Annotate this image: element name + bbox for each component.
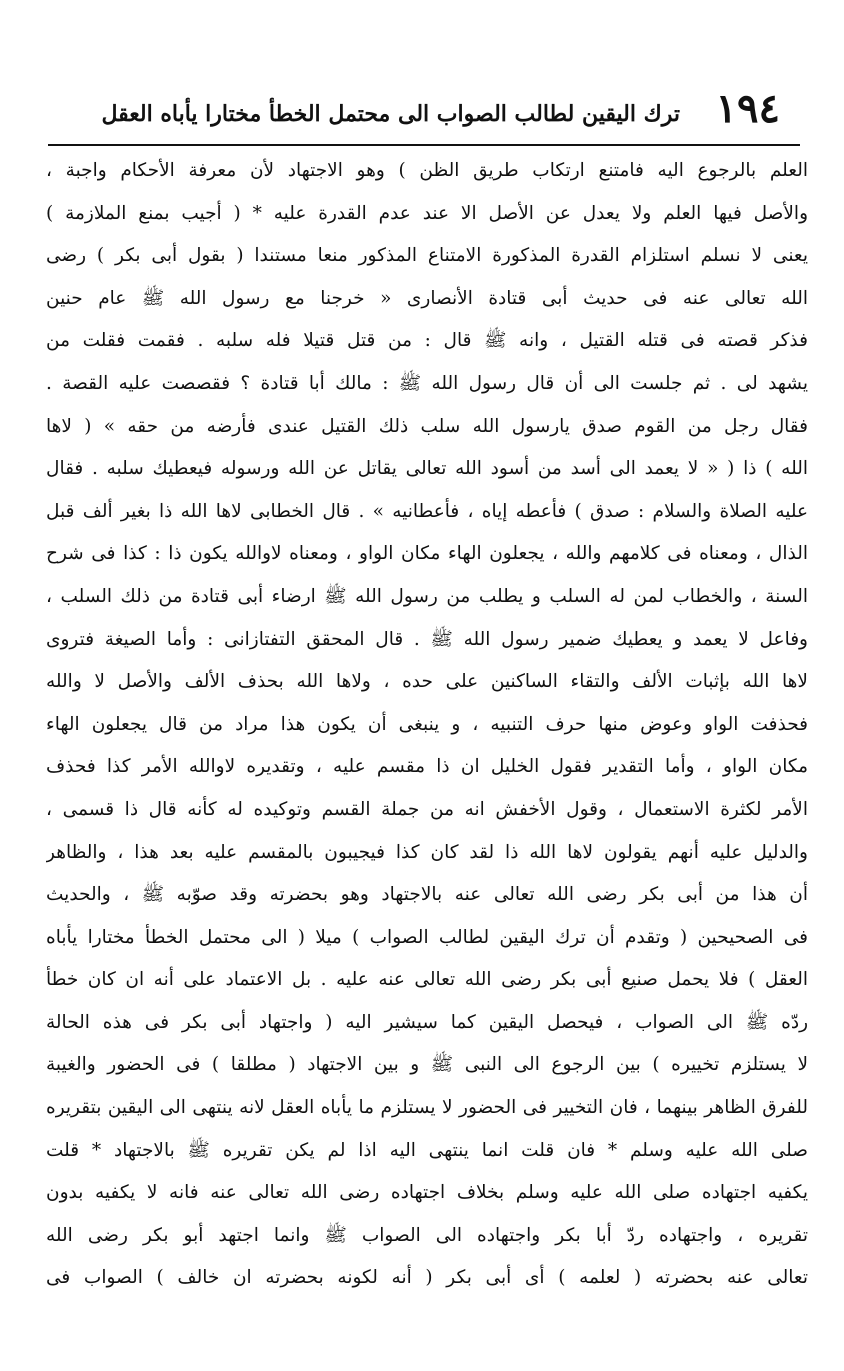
text-line: يكفيه اجتهاده صلى الله عليه وسلم بخلاف اجتهاده رضى الله تعالى عنه فانه لا يكفيه بدون [46,1182,808,1204]
body-text [46,150,808,1300]
text-line: فحذفت الواو وعوض منها حرف التنبيه ، و ينبغى أن يكون هذا مراد من قال يجعلون الهاء [46,713,808,735]
text-line: العلم بالرجوع اليه فامتنع ارتكاب طريق الظن ) وهو الاجتهاد لأن معرفة الأحكام واجبة ، [46,160,808,181]
text-line: يشهد لى . ثم جلست الى أن قال رسول الله ﷺ : مالك أبا قتادة ؟ فقصصت عليه القصة . [46,372,808,394]
text-line: تعالى عنه بحضرته ( لعلمه ) أى أبى بكر ( أنه لكونه بحضرته ان خالف ) الصواب فى [46,1267,808,1289]
text-line: مكان الواو ، وأما التقدير فقول الخليل ان ذا مقسم عليه ، وتقديره لاوالله الأمر كذا فحذف [46,756,808,778]
text-line: يعنى لا نسلم استلزام القدرة المذكورة الامتناع المذكور منعا مستندا ( بقول أبى بكر ) رضى [46,245,808,267]
page-header [90,85,780,138]
text-line: السنة ، والخطاب لمن له السلب و يطلب من رسول الله ﷺ ارضاء أبى قتادة من ذلك السلب ، [46,585,808,607]
text-line: الأمر لكثرة الاستعمال ، وقول الأخفش انه من جملة القسم وتوكيده له كأنه قال ذا قسمى ، [46,798,808,820]
text-line: والأصل فيها العلم ولا يعدل عن الأصل الا عند عدم القدرة عليه * ( أجيب بمنع الملازمة ) [46,202,808,224]
page-number: ١٩٤ [715,85,780,132]
text-line: فقال رجل من القوم صدق يارسول الله سلب ذلك القتيل عندى فأرضه من حقه » ( لاها [46,415,808,437]
text-line: فى الصحيحين ( وتقدم أن ترك اليقين لطالب الصواب ) ميلا ( الى محتمل الخطأ مختارا يأباه [46,926,808,948]
text-line: ردّه ﷺ الى الصواب ، فيحصل اليقين كما سيشير اليه ( واجتهاد أبى بكر فى هذه الحالة [46,1011,808,1033]
text-line: الله ) ذا ( « لا يعمد الى أسد من أسود الله تعالى يقاتل عن الله ورسوله فيعطيك سلبه . فقال [46,458,808,480]
text-line: لا يستلزم تخييره ) بين الرجوع الى النبى ﷺ و بين الاجتهاد ( مطلقا ) فى الحضور والغيبة [46,1054,808,1076]
text-line: صلى الله عليه وسلم * فان قلت انما ينتهى اليه اذا لم يكن تقريره ﷺ بالاجتهاد * قلت [46,1139,808,1161]
header-rule [48,144,800,146]
text-line: فذكر قصته فى قتله القتيل ، وانه ﷺ قال : من قتل قتيلا فله سلبه . فقمت فقلت من [46,330,808,352]
text-line: أن هذا من أبى بكر رضى الله تعالى عنه بالاجتهاد وهو بحضرته وقد صوّبه ﷺ ، والحديث [46,884,808,906]
text-line: وفاعل لا يعمد و يعطيك ضمير رسول الله ﷺ . قال المحقق التفتازانى : وأما الصيغة فتروى [46,628,808,650]
text-line: للفرق الظاهر بينهما ، فان التخيير فى الحضور لا يستلزم ما يأباه العقل لانه ينتهى الى اليقين بتقريره [46,1097,808,1119]
text-line: عليه الصلاة والسلام : صدق ) فأعطه إياه ، فأعطانيه » . قال الخطابى لاها الله ذا بغير ألف قبل [46,500,808,522]
text-line: تقريره ، واجتهاده ردّ أبا بكر واجتهاده الى الصواب ﷺ وانما اجتهد أبو بكر رضى الله [46,1224,808,1246]
text-line: لاها الله بإثبات الألف والتقاء الساكنين على حده ، ولاها الله بحذف الألف والأصل لا والله [46,671,808,693]
text-line: العقل ) فلا يحمل صنيع أبى بكر رضى الله تعالى عنه عليه . بل الاعتماد على أنه ان كان خطأ [46,969,808,991]
text-line: والدليل عليه أنهم يقولون لاها الله ذا لقد كان كذا فيجيبون بالمقسم عليه بعد هذا ، والظاهر [46,841,808,863]
text-line: الذال ، ومعناه فى كلامهم والله ، يجعلون الهاء مكان الواو ، ومعناه لاوالله يكون ذا : كذا فى شرح [46,543,808,565]
text-line: الله تعالى عنه فى حديث أبى قتادة الأنصارى « خرجنا مع رسول الله ﷺ عام حنين [46,287,808,309]
running-title: ترك اليقين لطالب الصواب الى محتمل الخطأ مختارا يأباه العقل [101,101,680,127]
